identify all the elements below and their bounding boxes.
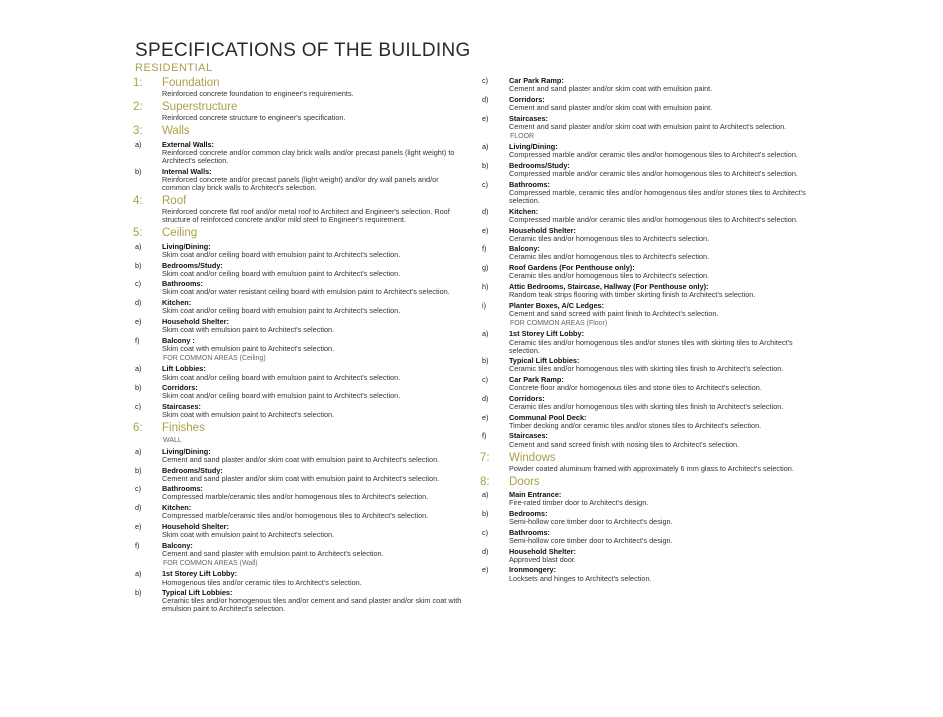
item-letter: d) [482, 546, 489, 556]
item-text: Compressed marble, ceramic tiles and/or homogenous tiles and/or stones tiles to Architect's selection. [509, 188, 806, 206]
spec-item [480, 181, 810, 205]
item-letter: e) [135, 521, 142, 531]
item-text: Compressed marble and/or ceramic tiles and/or homogenous tiles to Architect's selection. [509, 169, 798, 179]
item-content [162, 403, 463, 419]
item-content [162, 448, 463, 464]
section-number: 3: [133, 125, 143, 138]
spec-item [133, 299, 463, 315]
spec-item [480, 77, 810, 93]
item-text: Skim coat with emulsion paint to Architect's selection. [162, 343, 335, 353]
item-content [162, 365, 463, 381]
item-text: Ceramic tiles and/or homogenous tiles with skirting tiles finish to Architect's selection. [509, 364, 784, 374]
spec-item [133, 262, 463, 278]
item-title: Typical Lift Lobbies: [162, 588, 233, 598]
item-text: Timber decking and/or ceramic tiles and/or stones tiles to Architect's selection. [509, 420, 762, 430]
item-content [509, 357, 810, 373]
item-title: Car Park Ramp: [509, 76, 564, 85]
item-content [509, 302, 810, 318]
item-letter: b) [135, 383, 142, 393]
item-content [509, 395, 810, 411]
item-letter: h) [482, 281, 489, 291]
item-letter: a) [135, 364, 142, 374]
section-title: Doors [509, 475, 540, 488]
item-text: Cement and sand plaster and/or skim coat with emulsion paint. [509, 102, 713, 112]
item-title: Bathrooms: [162, 484, 203, 494]
section-heading [133, 125, 463, 138]
item-letter: f) [482, 244, 487, 254]
section-title: Finishes [162, 422, 205, 435]
item-content [162, 243, 463, 259]
spec-item [480, 302, 810, 318]
item-title: 1st Storey Lift Lobby: [162, 569, 237, 579]
item-letter: a) [135, 569, 142, 579]
item-title: Main Entrance: [509, 490, 562, 500]
item-title: Household Shelter: [509, 225, 576, 235]
item-letter: f) [482, 431, 487, 441]
item-letter: c) [135, 279, 142, 289]
spec-item [480, 510, 810, 526]
item-text: Cement and sand screed finish with nosing tiles to Architect's selection. [509, 439, 740, 449]
item-content [509, 566, 810, 582]
item-letter: d) [135, 298, 142, 308]
spec-item [480, 414, 810, 430]
item-title: Balcony: [162, 540, 193, 550]
subsection-heading: FOR COMMON AREAS (Wall) [163, 559, 258, 567]
spec-item [133, 168, 463, 192]
item-text: Semi-hollow core timber door to Architect's design. [509, 536, 673, 545]
left-column [133, 74, 463, 614]
item-text: Semi-hollow core timber door to Architect's design. [509, 517, 673, 527]
item-letter: a) [482, 329, 489, 339]
item-text: Random teak strips flooring with timber skirting finish to Architect's selection. [509, 290, 756, 299]
spec-item [133, 523, 463, 539]
section-heading [480, 452, 810, 465]
item-title: Household Shelter: [162, 316, 229, 326]
spec-section [133, 227, 463, 419]
section-title: Walls [162, 125, 190, 138]
item-letter: g) [482, 263, 489, 273]
item-content [509, 143, 810, 159]
item-letter: a) [482, 142, 489, 152]
spec-item [480, 376, 810, 392]
item-letter: c) [135, 401, 142, 411]
section-title: Windows [509, 451, 556, 464]
item-letter: e) [482, 113, 489, 123]
item-content [509, 376, 810, 392]
item-content [509, 96, 810, 112]
subsection-heading: FLOOR [510, 132, 535, 140]
item-text: Compressed marble and/or ceramic tiles and/or homogenous tiles to Architect's selection. [509, 150, 798, 160]
item-content [162, 262, 463, 278]
item-text: Compressed marble/ceramic tiles and/or homogenous tiles to Architect's selection. [162, 492, 429, 502]
item-content [162, 141, 463, 165]
spec-item [480, 529, 810, 545]
item-title: Living/Dining: [509, 142, 558, 152]
item-content [509, 491, 810, 507]
spec-item [480, 143, 810, 159]
item-content [509, 548, 810, 564]
item-letter: a) [135, 139, 142, 149]
item-title: Corridors: [509, 94, 545, 104]
section-body: Reinforced concrete flat roof and/or metal roof to Architect and Engineer's selection. Roof structure of reinforced concrete and/or mild steel to Engineer's requirement. [162, 206, 450, 225]
subsection-heading: WALL [163, 437, 182, 445]
item-title: Kitchen: [509, 206, 539, 216]
item-letter: f) [135, 335, 140, 345]
item-title: Roof Gardens (For Penthouse only): [509, 263, 635, 273]
item-content [509, 330, 810, 354]
item-letter: c) [482, 375, 489, 385]
item-text: Compressed marble and/or ceramic tiles and/or homogenous tiles to Architect's selection. [509, 214, 798, 224]
item-title: 1st Storey Lift Lobby: [509, 329, 584, 339]
section-heading [133, 195, 463, 208]
section-number: 1: [133, 77, 143, 89]
item-letter: d) [482, 94, 489, 104]
item-letter: i) [482, 300, 487, 310]
spec-item [133, 318, 463, 334]
section-number: 5: [133, 227, 143, 240]
item-letter: c) [482, 179, 489, 189]
item-content [509, 414, 810, 430]
item-text: Ceramic tiles and/or homogenous tiles with skirting tiles finish to Architect's selection. [509, 402, 784, 411]
item-content [162, 542, 463, 558]
item-content [162, 523, 463, 539]
item-letter: b) [135, 260, 142, 270]
item-text: Skim coat with emulsion paint to Architect's selection. [162, 410, 335, 420]
section-title: Foundation [162, 77, 220, 89]
item-letter: e) [482, 565, 489, 575]
spec-item [480, 264, 810, 280]
item-title: Planter Boxes, A/C Ledges: [509, 300, 605, 310]
item-content [509, 529, 810, 545]
spec-item [133, 365, 463, 381]
item-content [162, 299, 463, 315]
item-title: Bedrooms/Study: [509, 161, 570, 171]
item-title: Bathrooms: [162, 279, 203, 289]
right-column [480, 74, 810, 583]
item-letter: c) [482, 527, 489, 537]
item-title: Attic Bedrooms, Staircase, Hallway (For Penthouse only): [509, 281, 709, 291]
item-title: Corridors: [509, 393, 545, 403]
item-title: Balcony: [509, 244, 540, 254]
item-content [162, 504, 463, 520]
section-number: 2: [133, 101, 143, 114]
spec-item [133, 485, 463, 501]
item-title: Staircases: [162, 401, 201, 411]
item-letter: a) [135, 241, 142, 251]
item-content [162, 467, 463, 483]
document-title: SPECIFICATIONS OF THE BUILDING [135, 40, 471, 61]
section-body: Powder coated aluminum framed with approximately 6 mm glass to Architect's selection. [509, 463, 794, 473]
spec-section [133, 77, 463, 98]
item-title: Bedrooms/Study: [162, 465, 223, 475]
item-letter: d) [135, 503, 142, 513]
item-letter: b) [135, 166, 142, 176]
item-content [162, 384, 463, 400]
item-content [509, 510, 810, 526]
item-title: Staircases: [509, 113, 548, 123]
spec-item [480, 491, 810, 507]
item-text: Ceramic tiles and/or homogenous tiles to Architect's selection. [509, 271, 710, 281]
item-text: Skim coat and/or ceiling board with emulsion paint to Architect's selection. [162, 306, 401, 316]
spec-item [133, 384, 463, 400]
item-text: Cement and sand plaster and/or skim coat with emulsion paint to Architect's selection. [509, 121, 787, 131]
item-content [509, 283, 810, 299]
item-text: Cement and sand screed with paint finish to Architect's selection. [509, 308, 719, 318]
item-content [509, 208, 810, 224]
item-text: Fire-rated timber door to Architect's design. [509, 498, 649, 508]
item-text: Locksets and hinges to Architect's selection. [509, 573, 652, 583]
item-title: Communal Pool Deck: [509, 412, 587, 422]
item-text: Reinforced concrete and/or common clay brick walls and/or precast panels (light weight) to Architect's selection. [162, 147, 455, 165]
item-text: Skim coat and/or water resistant ceiling board with emulsion paint to Architect's selection. [162, 287, 450, 297]
section-number: 4: [133, 194, 143, 207]
item-text: Ceramic tiles and/or homogenous tiles and/or cement and sand plaster and/or skim coat with emulsion paint to Architect's selection. [162, 596, 462, 614]
spec-section [480, 476, 810, 583]
spec-item [480, 162, 810, 178]
item-title: Kitchen: [162, 503, 192, 513]
spec-section [480, 77, 810, 449]
spec-section [133, 422, 463, 613]
section-heading [133, 227, 463, 240]
item-letter: a) [482, 490, 489, 500]
item-content [162, 485, 463, 501]
item-title: Living/Dining: [162, 241, 211, 251]
spec-item [480, 432, 810, 448]
item-text: Concrete floor and/or homogenous tiles and stone tiles to Architect's selection. [509, 383, 762, 393]
spec-item [133, 448, 463, 464]
item-letter: d) [482, 393, 489, 403]
item-letter: e) [135, 316, 142, 326]
item-content [509, 245, 810, 261]
item-letter: b) [135, 465, 142, 475]
spec-item [480, 548, 810, 564]
item-letter: c) [135, 484, 142, 494]
item-title: Bedrooms: [509, 509, 548, 519]
item-content [162, 589, 463, 613]
spec-item [480, 330, 810, 354]
item-title: Bathrooms: [509, 527, 550, 537]
spec-item [480, 357, 810, 373]
spec-item [480, 96, 810, 112]
spec-item [133, 403, 463, 419]
item-title: Bathrooms: [509, 179, 550, 189]
section-body: Reinforced concrete structure to engineer's specification. [162, 113, 346, 123]
item-letter: b) [135, 588, 142, 598]
spec-item [480, 208, 810, 224]
section-title: Superstructure [162, 101, 238, 114]
spec-section [480, 452, 810, 473]
item-title: Typical Lift Lobbies: [509, 356, 580, 366]
item-text: Ceramic tiles and/or homogenous tiles and/or stones tiles with skirting tiles to Architect's selection. [509, 337, 793, 355]
item-content [509, 162, 810, 178]
item-title: Lift Lobbies: [162, 364, 206, 374]
item-text: Cement and sand plaster and/or skim coat with emulsion paint to Architect's selection. [162, 473, 440, 483]
spec-section [133, 195, 463, 224]
document-subtitle: RESIDENTIAL [135, 62, 213, 74]
item-content [509, 181, 810, 205]
item-text: Skim coat and/or ceiling board with emulsion paint to Architect's selection. [162, 391, 401, 401]
item-letter: e) [482, 225, 489, 235]
item-text: Cement and sand plaster with emulsion paint to Architect's selection. [162, 548, 384, 558]
item-content [509, 432, 810, 448]
spec-item [480, 227, 810, 243]
spec-section [133, 101, 463, 122]
section-title: Roof [162, 194, 187, 207]
item-title: Bedrooms/Study: [162, 260, 223, 270]
item-title: Ironmongery: [509, 565, 557, 575]
item-letter: b) [482, 509, 489, 519]
spec-item [133, 589, 463, 613]
item-title: Corridors: [162, 383, 198, 393]
section-heading [133, 422, 463, 435]
spec-item [133, 280, 463, 296]
item-content [162, 570, 463, 586]
spec-item [133, 243, 463, 259]
item-content [509, 77, 810, 93]
item-text: Cement and sand plaster and/or skim coat with emulsion paint to Architect's selection. [162, 454, 440, 464]
section-body: Reinforced concrete foundation to engineer's requirements. [162, 89, 354, 98]
item-title: External Walls: [162, 139, 215, 149]
spec-item [133, 141, 463, 165]
item-text: Ceramic tiles and/or homogenous tiles to Architect's selection. [509, 233, 710, 243]
spec-item [480, 115, 810, 131]
item-title: Household Shelter: [509, 546, 576, 556]
item-title: Household Shelter: [162, 521, 229, 531]
spec-item [133, 467, 463, 483]
item-letter: e) [482, 412, 489, 422]
item-title: Living/Dining: [162, 446, 211, 456]
spec-item [133, 570, 463, 586]
spec-item [480, 566, 810, 582]
item-title: Internal Walls: [162, 166, 212, 176]
item-content [162, 280, 463, 296]
item-content [162, 318, 463, 334]
item-text: Approved blast door. [509, 554, 576, 564]
subsection-heading: FOR COMMON AREAS (Ceiling) [163, 354, 266, 362]
item-content [162, 168, 463, 192]
item-letter: d) [482, 206, 489, 216]
item-text: Reinforced concrete and/or precast panels (light weight) and/or dry wall panels and/or common clay brick walls to Architect's selection. [162, 174, 439, 192]
item-text: Ceramic tiles and/or homogenous tiles to Architect's selection. [509, 252, 710, 262]
item-letter: f) [135, 540, 140, 550]
item-letter: c) [482, 76, 489, 85]
subsection-heading: FOR COMMON AREAS (Floor) [510, 319, 608, 327]
spec-section [133, 125, 463, 192]
spec-item [480, 245, 810, 261]
item-title: Car Park Ramp: [509, 375, 564, 385]
item-content [509, 227, 810, 243]
item-text: Homogenous tiles and/or ceramic tiles to Architect's selection. [162, 577, 362, 587]
item-letter: b) [482, 161, 489, 171]
item-text: Skim coat and/or ceiling board with emulsion paint to Architect's selection. [162, 268, 401, 278]
item-text: Skim coat with emulsion paint to Architect's selection. [162, 324, 335, 334]
spec-item [480, 395, 810, 411]
item-text: Compressed marble/ceramic tiles and/or homogenous tiles to Architect's selection. [162, 511, 429, 521]
item-letter: a) [135, 446, 142, 456]
section-number: 6: [133, 422, 143, 435]
item-content [509, 264, 810, 280]
item-title: Kitchen: [162, 298, 192, 308]
section-number: 7: [480, 451, 490, 464]
item-content [162, 337, 463, 353]
item-content [509, 115, 810, 131]
spec-item [133, 337, 463, 353]
item-text: Skim coat and/or ceiling board with emulsion paint to Architect's selection. [162, 249, 401, 259]
item-text: Skim coat and/or ceiling board with emulsion paint to Architect's selection. [162, 372, 401, 382]
item-letter: b) [482, 356, 489, 366]
item-title: Staircases: [509, 431, 548, 441]
item-title: Balcony : [162, 335, 195, 345]
section-number: 8: [480, 475, 490, 488]
section-title: Ceiling [162, 227, 198, 240]
spec-item [133, 504, 463, 520]
item-text: Skim coat with emulsion paint to Architect's selection. [162, 529, 335, 539]
section-heading [480, 476, 810, 489]
item-text: Cement and sand plaster and/or skim coat with emulsion paint. [509, 84, 713, 94]
spec-item [133, 542, 463, 558]
spec-item [480, 283, 810, 299]
